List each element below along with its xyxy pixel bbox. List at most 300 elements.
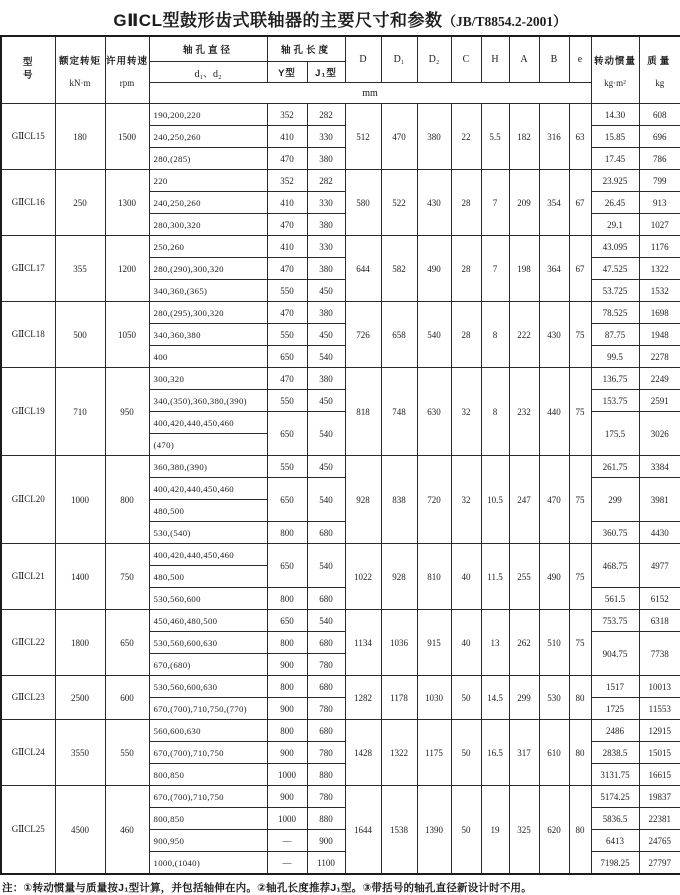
inertia-cell: 3131.75 [591, 764, 639, 786]
mass-cell: 4977 [639, 544, 680, 588]
j1-type-length-cell: 540 [307, 412, 345, 456]
inertia-cell: 5836.5 [591, 808, 639, 830]
bore-diameter-cell: 530,560,600,630 [149, 676, 267, 698]
inertia-cell: 29.1 [591, 214, 639, 236]
mass-cell: 1948 [639, 324, 680, 346]
dim-A-cell: 262 [509, 610, 539, 676]
model-cell: GⅡCL23 [1, 676, 55, 720]
dim-D1-cell: 522 [381, 170, 417, 236]
dim-H-cell: 7 [481, 236, 509, 302]
dim-A-cell: 317 [509, 720, 539, 786]
table-body [1, 104, 680, 875]
bore-diameter-cell: 190,200,220 [149, 104, 267, 126]
title-main: GⅡCL型鼓形齿式联轴器的主要尺寸和参数 [113, 11, 443, 30]
y-type-length-cell: — [267, 852, 307, 875]
inertia-cell: 15.85 [591, 126, 639, 148]
dim-C-cell: 50 [451, 786, 481, 875]
mass-cell: 1322 [639, 258, 680, 280]
inertia-cell: 6413 [591, 830, 639, 852]
y-type-length-cell: 800 [267, 632, 307, 654]
rated-torque-cell: 2500 [55, 676, 105, 720]
col-header-C: C [451, 36, 481, 83]
dim-e-cell: 75 [569, 456, 591, 544]
y-type-length-cell: 410 [267, 236, 307, 258]
bore-diameter-cell: 240,250,260 [149, 126, 267, 148]
dim-D1-cell: 1178 [381, 676, 417, 720]
bore-diameter-cell: 560,600,630 [149, 720, 267, 742]
inertia-cell: 23.925 [591, 170, 639, 192]
dim-e-cell: 75 [569, 610, 591, 676]
dim-B-cell: 510 [539, 610, 569, 676]
dim-C-cell: 22 [451, 104, 481, 170]
dim-H-cell: 5.5 [481, 104, 509, 170]
j1-type-length-cell: 780 [307, 786, 345, 808]
bore-diameter-cell: 280,300,320 [149, 214, 267, 236]
dim-B-cell: 364 [539, 236, 569, 302]
j1-type-length-cell: 450 [307, 324, 345, 346]
footnote: 注：①转动惯量与质量按J₁型计算，并包括轴伸在内。②轴孔长度推荐J₁型。③带括号的轴孔直径新设计时不用。 [2, 882, 532, 894]
bore-diameter-cell: 300,320 [149, 368, 267, 390]
dim-H-cell: 11.5 [481, 544, 509, 610]
model-cell: GⅡCL19 [1, 368, 55, 456]
y-type-length-cell: 550 [267, 456, 307, 478]
mass-cell: 12915 [639, 720, 680, 742]
inertia-cell: 47.525 [591, 258, 639, 280]
inertia-cell: 2486 [591, 720, 639, 742]
dim-D1-cell: 470 [381, 104, 417, 170]
mass-cell: 16615 [639, 764, 680, 786]
y-type-length-cell: 900 [267, 742, 307, 764]
y-type-length-cell: 470 [267, 214, 307, 236]
j1-type-length-cell: 540 [307, 544, 345, 588]
allowable-speed-cell: 950 [105, 368, 149, 456]
col-header-torque: 额定转矩 kN·m [55, 36, 105, 104]
y-type-length-cell: 470 [267, 148, 307, 170]
col-header-D1: D₁ [381, 36, 417, 83]
table-row [1, 676, 680, 698]
parameters-table [0, 35, 680, 875]
table-row [1, 236, 680, 258]
y-type-length-cell: 800 [267, 522, 307, 544]
dim-e-cell: 67 [569, 236, 591, 302]
dim-C-cell: 28 [451, 302, 481, 368]
y-type-length-cell: 650 [267, 544, 307, 588]
mass-cell: 2278 [639, 346, 680, 368]
unit-row-mm: mm [149, 83, 591, 104]
mass-cell: 11553 [639, 698, 680, 720]
allowable-speed-cell: 800 [105, 456, 149, 544]
inertia-cell: 99.5 [591, 346, 639, 368]
y-type-length-cell: — [267, 830, 307, 852]
bore-diameter-cell: 800,850 [149, 764, 267, 786]
inertia-cell: 1517 [591, 676, 639, 698]
bore-diameter-cell: (470) [149, 434, 267, 456]
dim-A-cell: 232 [509, 368, 539, 456]
inertia-cell: 43.095 [591, 236, 639, 258]
y-type-length-cell: 550 [267, 324, 307, 346]
dim-B-cell: 440 [539, 368, 569, 456]
dim-A-cell: 299 [509, 676, 539, 720]
model-cell: GⅡCL20 [1, 456, 55, 544]
dim-C-cell: 40 [451, 544, 481, 610]
mass-cell: 7738 [639, 632, 680, 676]
y-type-length-cell: 1000 [267, 764, 307, 786]
j1-type-length-cell: 450 [307, 280, 345, 302]
j1-type-length-cell: 680 [307, 632, 345, 654]
col-subheader-j1-type: J₁型 [307, 62, 345, 83]
col-header-D: D [345, 36, 381, 83]
dim-D1-cell: 1322 [381, 720, 417, 786]
table-row [1, 302, 680, 324]
j1-type-length-cell: 540 [307, 478, 345, 522]
bore-diameter-cell: 480,500 [149, 500, 267, 522]
table-row [1, 720, 680, 742]
bore-diameter-cell: 670,(700),710,750 [149, 742, 267, 764]
allowable-speed-cell: 1050 [105, 302, 149, 368]
inertia-cell: 153.75 [591, 390, 639, 412]
dim-A-cell: 325 [509, 786, 539, 875]
rated-torque-cell: 1400 [55, 544, 105, 610]
table-row [1, 104, 680, 126]
dim-D2-cell: 810 [417, 544, 451, 610]
j1-type-length-cell: 380 [307, 214, 345, 236]
y-type-length-cell: 410 [267, 192, 307, 214]
allowable-speed-cell: 600 [105, 676, 149, 720]
j1-type-length-cell: 880 [307, 808, 345, 830]
dim-e-cell: 80 [569, 786, 591, 875]
col-header-e: e [569, 36, 591, 83]
dim-D2-cell: 380 [417, 104, 451, 170]
dim-D2-cell: 1175 [417, 720, 451, 786]
j1-type-length-cell: 680 [307, 720, 345, 742]
model-cell: GⅡCL17 [1, 236, 55, 302]
mass-cell: 1532 [639, 280, 680, 302]
inertia-cell: 299 [591, 478, 639, 522]
bore-diameter-cell: 340,360,(365) [149, 280, 267, 302]
inertia-cell: 2838.5 [591, 742, 639, 764]
j1-type-length-cell: 380 [307, 368, 345, 390]
dim-D-cell: 644 [345, 236, 381, 302]
inertia-cell: 753.75 [591, 610, 639, 632]
dim-B-cell: 354 [539, 170, 569, 236]
bore-diameter-cell: 1000,(1040) [149, 852, 267, 875]
col-header-model: 型号 [1, 36, 55, 104]
dim-D1-cell: 748 [381, 368, 417, 456]
dim-D2-cell: 490 [417, 236, 451, 302]
y-type-length-cell: 470 [267, 258, 307, 280]
y-type-length-cell: 1000 [267, 808, 307, 830]
inertia-cell: 78.525 [591, 302, 639, 324]
bore-diameter-cell: 220 [149, 170, 267, 192]
table-row [1, 170, 680, 192]
dim-B-cell: 610 [539, 720, 569, 786]
allowable-speed-cell: 1300 [105, 170, 149, 236]
mass-cell: 1698 [639, 302, 680, 324]
title-standard-number: （JB/T8854.2-2001） [442, 14, 567, 29]
dim-A-cell: 255 [509, 544, 539, 610]
rated-torque-cell: 1800 [55, 610, 105, 676]
mass-cell: 1176 [639, 236, 680, 258]
y-type-length-cell: 550 [267, 390, 307, 412]
dim-H-cell: 16.5 [481, 720, 509, 786]
dim-B-cell: 620 [539, 786, 569, 875]
allowable-speed-cell: 1200 [105, 236, 149, 302]
bore-diameter-cell: 400 [149, 346, 267, 368]
table-header [1, 36, 680, 104]
j1-type-length-cell: 680 [307, 588, 345, 610]
rated-torque-cell: 500 [55, 302, 105, 368]
bore-diameter-cell: 800,850 [149, 808, 267, 830]
inertia-cell: 1725 [591, 698, 639, 720]
mass-cell: 2249 [639, 368, 680, 390]
dim-B-cell: 490 [539, 544, 569, 610]
bore-diameter-cell: 400,420,440,450,460 [149, 544, 267, 566]
table-row [1, 544, 680, 566]
dim-e-cell: 80 [569, 720, 591, 786]
dim-D-cell: 928 [345, 456, 381, 544]
model-cell: GⅡCL15 [1, 104, 55, 170]
dim-A-cell: 247 [509, 456, 539, 544]
dim-C-cell: 28 [451, 236, 481, 302]
bore-diameter-cell: 360,380,(390) [149, 456, 267, 478]
bore-diameter-cell: 530,560,600 [149, 588, 267, 610]
dim-H-cell: 13 [481, 610, 509, 676]
col-header-B: B [539, 36, 569, 83]
dim-D1-cell: 658 [381, 302, 417, 368]
bore-diameter-cell: 250,260 [149, 236, 267, 258]
dim-D-cell: 1134 [345, 610, 381, 676]
j1-type-length-cell: 540 [307, 346, 345, 368]
dim-H-cell: 8 [481, 302, 509, 368]
dim-e-cell: 75 [569, 302, 591, 368]
dim-C-cell: 50 [451, 676, 481, 720]
inertia-cell: 17.45 [591, 148, 639, 170]
mass-cell: 22381 [639, 808, 680, 830]
inertia-cell: 26.45 [591, 192, 639, 214]
rated-torque-cell: 180 [55, 104, 105, 170]
j1-type-length-cell: 680 [307, 676, 345, 698]
bore-diameter-cell: 280,(295),300,320 [149, 302, 267, 324]
col-subheader-d1-d2: d₁、d₂ [149, 62, 267, 83]
mass-cell: 3026 [639, 412, 680, 456]
dim-e-cell: 63 [569, 104, 591, 170]
mass-cell: 24765 [639, 830, 680, 852]
rated-torque-cell: 3550 [55, 720, 105, 786]
inertia-cell: 468.75 [591, 544, 639, 588]
mass-cell: 1027 [639, 214, 680, 236]
inertia-cell: 87.75 [591, 324, 639, 346]
dim-D2-cell: 1390 [417, 786, 451, 875]
y-type-length-cell: 650 [267, 610, 307, 632]
bore-diameter-cell: 450,460,480,500 [149, 610, 267, 632]
rated-torque-cell: 355 [55, 236, 105, 302]
table-row [1, 456, 680, 478]
j1-type-length-cell: 450 [307, 390, 345, 412]
col-header-mass: 质量 kg [639, 36, 680, 104]
inertia-cell: 904.75 [591, 632, 639, 676]
dim-C-cell: 50 [451, 720, 481, 786]
dim-B-cell: 530 [539, 676, 569, 720]
dim-D1-cell: 928 [381, 544, 417, 610]
table-row [1, 786, 680, 808]
dim-B-cell: 430 [539, 302, 569, 368]
y-type-length-cell: 470 [267, 302, 307, 324]
y-type-length-cell: 550 [267, 280, 307, 302]
j1-type-length-cell: 780 [307, 698, 345, 720]
dim-B-cell: 470 [539, 456, 569, 544]
dim-e-cell: 75 [569, 544, 591, 610]
dim-D-cell: 726 [345, 302, 381, 368]
mass-cell: 6318 [639, 610, 680, 632]
dim-C-cell: 28 [451, 170, 481, 236]
mass-cell: 786 [639, 148, 680, 170]
bore-diameter-cell: 240,250,260 [149, 192, 267, 214]
rated-torque-cell: 250 [55, 170, 105, 236]
dim-C-cell: 40 [451, 610, 481, 676]
allowable-speed-cell: 550 [105, 720, 149, 786]
inertia-cell: 7198.25 [591, 852, 639, 875]
j1-type-length-cell: 540 [307, 610, 345, 632]
table-row [1, 368, 680, 390]
dim-D2-cell: 1030 [417, 676, 451, 720]
y-type-length-cell: 900 [267, 654, 307, 676]
dim-D1-cell: 582 [381, 236, 417, 302]
bore-diameter-cell: 400,420,440,450,460 [149, 478, 267, 500]
model-cell: GⅡCL18 [1, 302, 55, 368]
y-type-length-cell: 352 [267, 170, 307, 192]
dim-D2-cell: 630 [417, 368, 451, 456]
col-header-H: H [481, 36, 509, 83]
dim-D2-cell: 540 [417, 302, 451, 368]
dim-D-cell: 818 [345, 368, 381, 456]
mass-cell: 3981 [639, 478, 680, 522]
dim-C-cell: 32 [451, 368, 481, 456]
dim-D-cell: 1022 [345, 544, 381, 610]
y-type-length-cell: 410 [267, 126, 307, 148]
j1-type-length-cell: 380 [307, 148, 345, 170]
j1-type-length-cell: 450 [307, 456, 345, 478]
bore-diameter-cell: 670,(700),710,750 [149, 786, 267, 808]
model-cell: GⅡCL21 [1, 544, 55, 610]
rated-torque-cell: 4500 [55, 786, 105, 875]
bore-diameter-cell: 340,(350),360,380,(390) [149, 390, 267, 412]
dim-B-cell: 316 [539, 104, 569, 170]
mass-cell: 799 [639, 170, 680, 192]
bore-diameter-cell: 280,(290),300,320 [149, 258, 267, 280]
mass-cell: 19837 [639, 786, 680, 808]
dim-C-cell: 32 [451, 456, 481, 544]
y-type-length-cell: 650 [267, 478, 307, 522]
j1-type-length-cell: 680 [307, 522, 345, 544]
dim-D-cell: 1282 [345, 676, 381, 720]
y-type-length-cell: 800 [267, 676, 307, 698]
j1-type-length-cell: 330 [307, 126, 345, 148]
dim-D2-cell: 430 [417, 170, 451, 236]
model-cell: GⅡCL16 [1, 170, 55, 236]
mass-cell: 3384 [639, 456, 680, 478]
j1-type-length-cell: 880 [307, 764, 345, 786]
dim-e-cell: 75 [569, 368, 591, 456]
bore-diameter-cell: 340,360,380 [149, 324, 267, 346]
bore-diameter-cell: 900,950 [149, 830, 267, 852]
dim-H-cell: 19 [481, 786, 509, 875]
rated-torque-cell: 1000 [55, 456, 105, 544]
y-type-length-cell: 650 [267, 346, 307, 368]
dim-D2-cell: 720 [417, 456, 451, 544]
dim-D-cell: 512 [345, 104, 381, 170]
j1-type-length-cell: 282 [307, 104, 345, 126]
dim-H-cell: 8 [481, 368, 509, 456]
allowable-speed-cell: 650 [105, 610, 149, 676]
y-type-length-cell: 900 [267, 698, 307, 720]
col-header-bore-length: 轴孔长度 [267, 36, 345, 62]
j1-type-length-cell: 282 [307, 170, 345, 192]
inertia-cell: 261.75 [591, 456, 639, 478]
dim-H-cell: 10.5 [481, 456, 509, 544]
bore-diameter-cell: 670,(700),710,750,(770) [149, 698, 267, 720]
y-type-length-cell: 800 [267, 588, 307, 610]
mass-cell: 27797 [639, 852, 680, 875]
dim-D2-cell: 915 [417, 610, 451, 676]
y-type-length-cell: 900 [267, 786, 307, 808]
inertia-cell: 14.30 [591, 104, 639, 126]
bore-diameter-cell: 480,500 [149, 566, 267, 588]
col-header-bore-diameter: 轴孔直径 [149, 36, 267, 62]
inertia-cell: 561.5 [591, 588, 639, 610]
dim-D1-cell: 1036 [381, 610, 417, 676]
bore-diameter-cell: 280,(285) [149, 148, 267, 170]
bore-diameter-cell: 400,420,440,450,460 [149, 412, 267, 434]
mass-cell: 2591 [639, 390, 680, 412]
model-cell: GⅡCL24 [1, 720, 55, 786]
bore-diameter-cell: 670,(680) [149, 654, 267, 676]
dim-A-cell: 182 [509, 104, 539, 170]
mass-cell: 608 [639, 104, 680, 126]
inertia-cell: 5174.25 [591, 786, 639, 808]
inertia-cell: 53.725 [591, 280, 639, 302]
y-type-length-cell: 470 [267, 368, 307, 390]
j1-type-length-cell: 900 [307, 830, 345, 852]
dim-D-cell: 1428 [345, 720, 381, 786]
dim-A-cell: 222 [509, 302, 539, 368]
mass-cell: 6152 [639, 588, 680, 610]
inertia-cell: 136.75 [591, 368, 639, 390]
col-header-D2: D₂ [417, 36, 451, 83]
page-title [0, 0, 680, 35]
bore-diameter-cell: 530,(540) [149, 522, 267, 544]
mass-cell: 15015 [639, 742, 680, 764]
dim-e-cell: 80 [569, 676, 591, 720]
j1-type-length-cell: 780 [307, 742, 345, 764]
j1-type-length-cell: 330 [307, 192, 345, 214]
dim-e-cell: 67 [569, 170, 591, 236]
table-row [1, 610, 680, 632]
j1-type-length-cell: 1100 [307, 852, 345, 875]
model-cell: GⅡCL22 [1, 610, 55, 676]
y-type-length-cell: 800 [267, 720, 307, 742]
inertia-cell: 360.75 [591, 522, 639, 544]
dim-D-cell: 1644 [345, 786, 381, 875]
dim-A-cell: 209 [509, 170, 539, 236]
y-type-length-cell: 352 [267, 104, 307, 126]
dim-D1-cell: 1538 [381, 786, 417, 875]
mass-cell: 696 [639, 126, 680, 148]
dim-D-cell: 580 [345, 170, 381, 236]
bore-diameter-cell: 530,560,600,630 [149, 632, 267, 654]
col-header-inertia: 转动惯量 kg·m² [591, 36, 639, 104]
allowable-speed-cell: 460 [105, 786, 149, 875]
j1-type-length-cell: 380 [307, 258, 345, 280]
